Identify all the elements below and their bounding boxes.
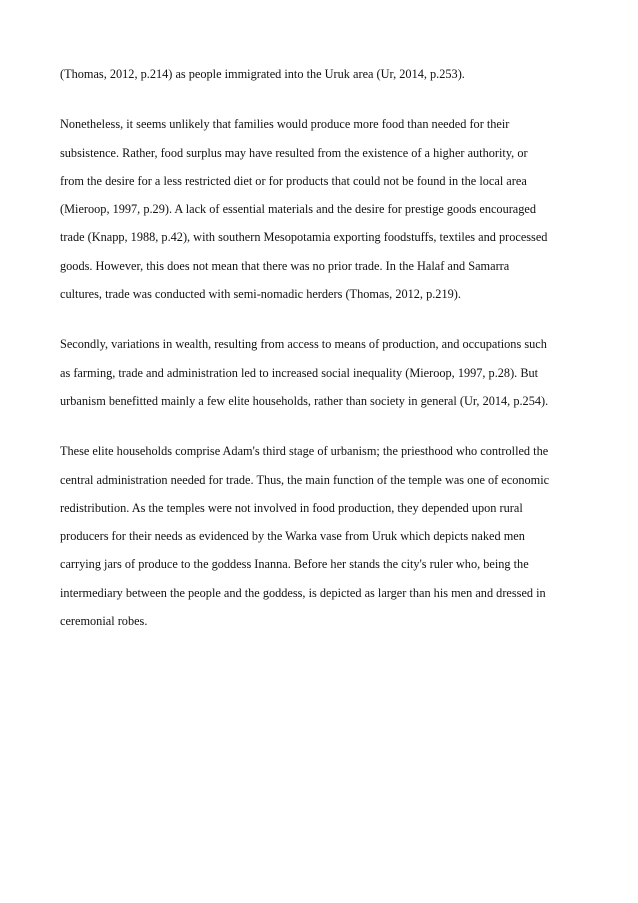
text-line: central administration needed for trade. Thus, the main function of the temple was one of economic: [60, 472, 550, 487]
text-line: urbanism benefitted mainly a few elite households, rather than society in general (Ur, 2014, p.254).: [60, 393, 549, 408]
paragraph-1: [60, 60, 590, 88]
text-line: subsistence. Rather, food surplus may have resulted from the existence of a higher authority, or: [60, 145, 528, 160]
text-line: (Mieroop, 1997, p.29). A lack of essential materials and the desire for prestige goods encouraged: [60, 202, 537, 217]
text-line: Secondly, variations in wealth, resulting from access to means of production, and occupations such: [60, 337, 547, 352]
text-line: Nonetheless, it seems unlikely that families would produce more food than needed for their: [60, 117, 510, 132]
text-line: ceremonial robes.: [60, 614, 148, 629]
body-text: [60, 60, 590, 657]
text-line: from the desire for a less restricted diet or for products that could not be found in the local area: [60, 173, 527, 188]
text-line: cultures, trade was conducted with semi-nomadic herders (Thomas, 2012, p.219).: [60, 287, 461, 302]
paragraph-3: [60, 330, 590, 415]
text-line: producers for their needs as evidenced by the Warka vase from Uruk which depicts naked men: [60, 529, 525, 544]
text-line: goods. However, this does not mean that there was no prior trade. In the Halaf and Samarra: [60, 258, 510, 273]
text-line: (Thomas, 2012, p.214) as people immigrated into the Uruk area (Ur, 2014, p.253).: [60, 67, 465, 81]
text-line: These elite households comprise Adam's third stage of urbanism; the priesthood who controlled the: [60, 444, 549, 459]
text-line: intermediary between the people and the goddess, is depicted as larger than his men and dressed in: [60, 585, 546, 600]
text-line: carrying jars of produce to the goddess Inanna. Before her stands the city's ruler who, being the: [60, 557, 529, 572]
text-line: trade (Knapp, 1988, p.42), with southern Mesopotamia exporting foodstuffs, textiles and processed: [60, 230, 548, 245]
paragraph-2: [60, 110, 590, 308]
paragraph-4: [60, 437, 590, 635]
text-line: redistribution. As the temples were not involved in food production, they depended upon rural: [60, 500, 523, 515]
text-line: as farming, trade and administration led to increased social inequality (Mieroop, 1997, p.28). But: [60, 365, 539, 380]
